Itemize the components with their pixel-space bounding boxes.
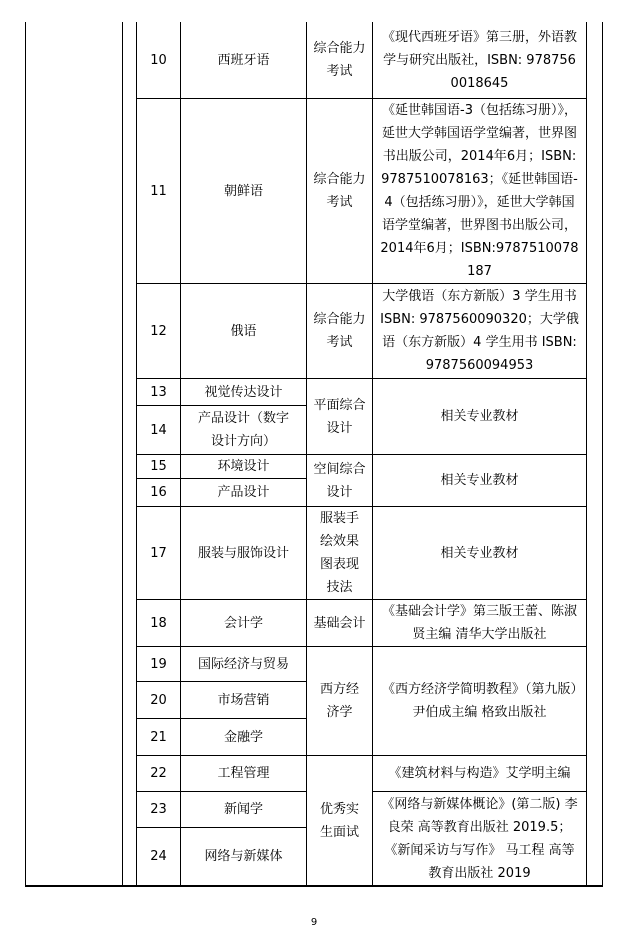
row-number: 24 [150,849,167,864]
exam-subject: 空间综合设计 [313,461,366,500]
major-name: 视觉传达设计 [204,384,283,400]
reference-book: 相关专业教材 [440,473,519,488]
row-number: 13 [150,384,167,400]
row-number: 17 [150,545,167,561]
major-name: 金融学 [223,729,263,745]
row-number: 16 [150,485,167,500]
row-number: 19 [150,656,167,672]
exam-subject: 西方经济学 [319,682,359,720]
row-number: 22 [150,766,167,781]
major-name: 新闻学 [223,802,263,817]
table-border [25,22,26,886]
exam-reference-table [25,22,603,886]
exam-subject: 综合能力考试 [313,41,366,79]
reference-book: 大学俄语（东方新版）3 学生用书 ISBN: 9787560090320；大学俄语（东方新版）4 学生用书 ISBN: 9787560094953 [380,289,579,373]
reference-book: 《网络与新媒体概论》(第二版) 李良荣 高等教育出版社 2019.5；《新闻采访与写作》 马工程 高等教育出版社 2019 [381,796,578,881]
major-name: 服装与服饰设计 [197,545,289,561]
major-name: 西班牙语 [217,52,270,68]
row-number: 10 [150,52,167,68]
major-name: 国际经济与贸易 [197,656,289,672]
table-border [602,22,603,886]
exam-subject: 服装手绘效果图表现技法 [319,511,359,595]
exam-subject: 优秀实生面试 [319,801,359,840]
reference-book: 《建筑材料与构造》艾学明主编 [388,766,571,781]
page-number: 9 [310,917,318,928]
exam-subject: 平面综合设计 [313,397,366,436]
row-number: 15 [150,459,167,474]
major-name: 俄语 [230,323,257,339]
row-number: 18 [150,615,167,631]
exam-subject: 基础会计 [313,615,366,631]
row-number: 14 [150,422,167,438]
reference-book: 相关专业教材 [440,409,519,424]
major-name: 会计学 [223,615,263,631]
major-name: 工程管理 [217,766,270,781]
major-name: 产品设计（数字设计方向） [197,411,289,449]
row-number: 21 [150,729,167,745]
reference-book: 《基础会计学》第三版王蕾、陈淑贤主编 清华大学出版社 [381,604,577,642]
column-rule [122,22,123,886]
major-name: 环境设计 [217,459,270,474]
major-name: 产品设计 [217,485,270,500]
row-number: 12 [150,323,167,339]
exam-subject: 综合能力考试 [313,312,366,350]
major-name: 网络与新媒体 [204,849,283,864]
reference-book: 《延世韩国语-3（包括练习册）》，延世大学韩国语学堂编著，世界图书出版公司，2014年6月；ISBN:9787510078163；《延世韩国语-4（包括练习册）》，延世大学韩国语学堂编著，世界图书出版公司，2014年6月；ISBN:9787510078187 [380,103,579,279]
major-name: 朝鲜语 [223,183,263,199]
major-name: 市场营销 [217,692,270,708]
exam-subject: 综合能力考试 [313,172,366,210]
row-number: 20 [150,692,167,708]
table-border [25,885,603,887]
reference-book: 《西方经济学简明教程》（第九版）尹伯成主编 格致出版社 [381,682,577,720]
reference-book: 相关专业教材 [440,545,519,561]
row-number: 11 [150,183,167,199]
reference-book: 《现代西班牙语》第三册，外语教学与研究出版社，ISBN: 9787560018645 [381,29,577,91]
row-number: 23 [150,802,167,817]
